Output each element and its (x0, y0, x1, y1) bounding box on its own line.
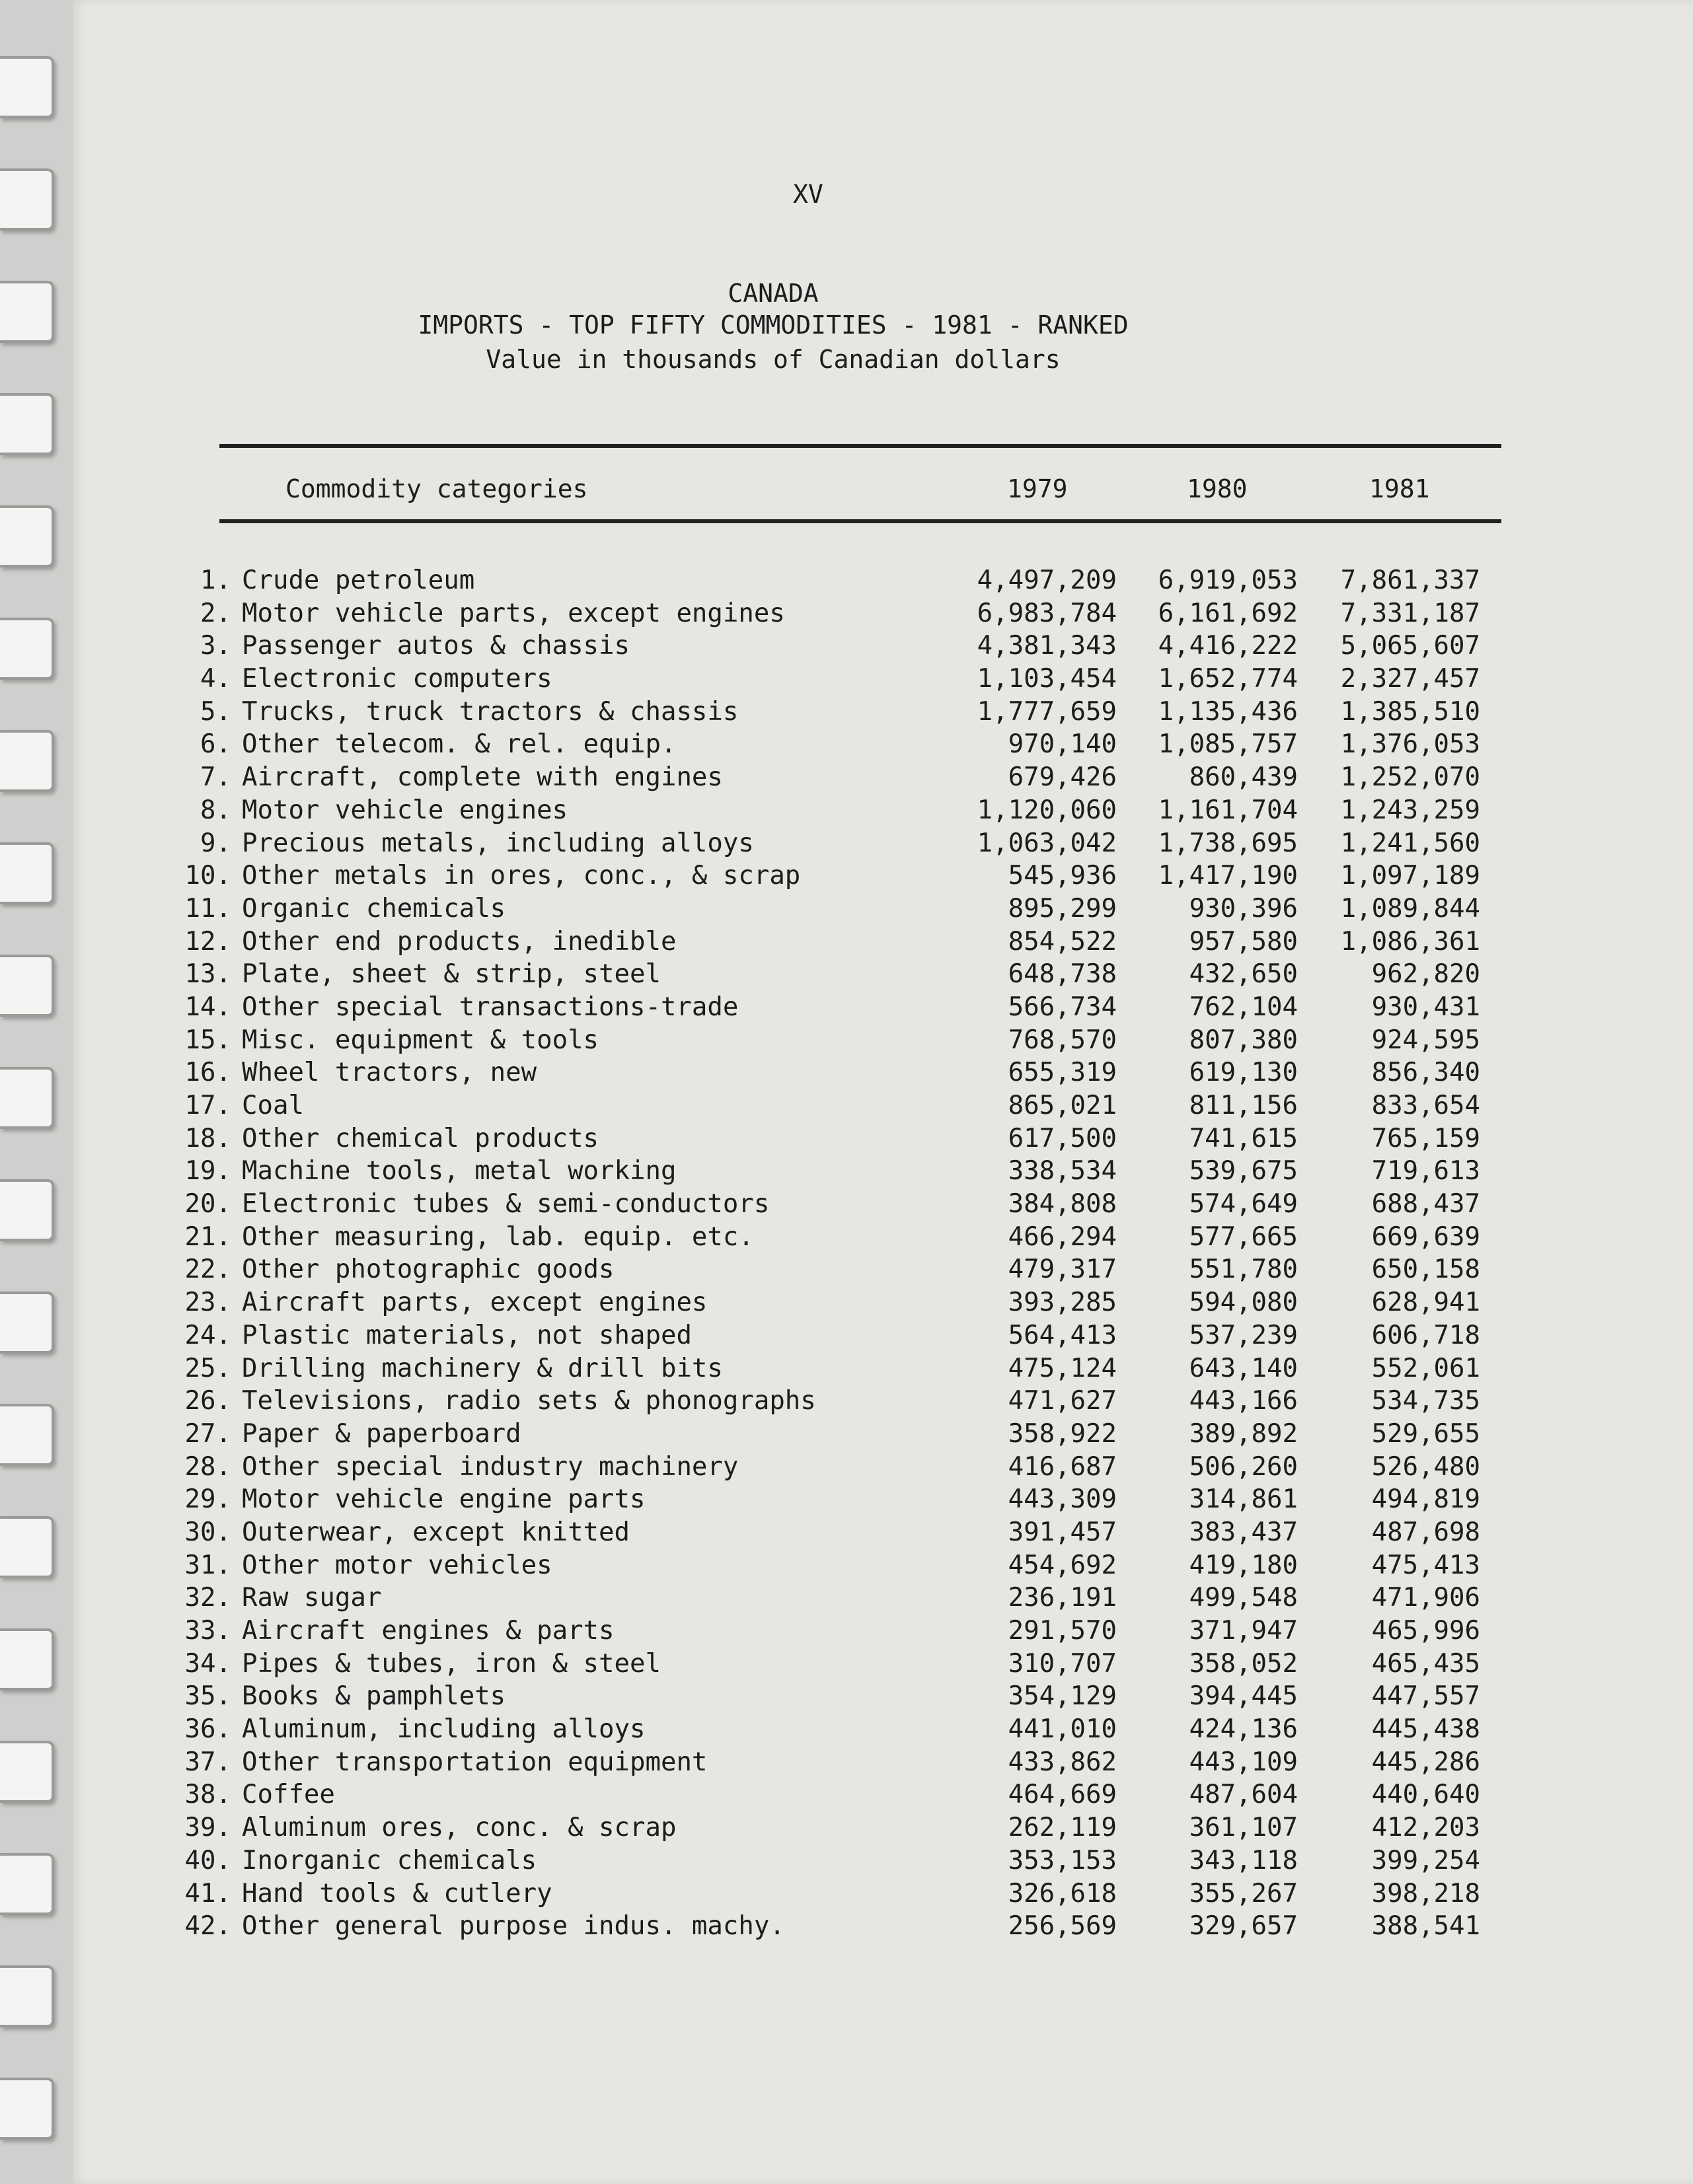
row-value-1979: 1,103,454 (977, 664, 1117, 694)
row-rank: 33. (184, 1616, 231, 1646)
row-value-1981: 529,655 (1371, 1418, 1480, 1449)
column-header-1980: 1980 (1187, 474, 1248, 503)
table-row (73, 795, 1693, 828)
row-value-1981: 856,340 (1371, 1058, 1480, 1088)
row-category: Other telecom. & rel. equip. (242, 729, 677, 760)
row-value-1980: 574,649 (1189, 1189, 1298, 1219)
row-rank: 5. (200, 696, 231, 727)
row-value-1981: 1,376,053 (1340, 729, 1480, 760)
row-value-1979: 655,319 (1008, 1058, 1117, 1088)
row-value-1980: 1,135,436 (1158, 696, 1298, 727)
table-row (73, 1550, 1693, 1583)
row-value-1980: 487,604 (1189, 1780, 1298, 1810)
table-row (73, 1747, 1693, 1780)
table-row (73, 1879, 1693, 1912)
row-value-1981: 445,438 (1371, 1714, 1480, 1745)
binding-ring (0, 168, 54, 231)
row-value-1980: 594,080 (1189, 1288, 1298, 1318)
binding-ring (0, 505, 54, 567)
row-value-1981: 7,331,187 (1340, 598, 1480, 628)
row-rank: 9. (200, 828, 231, 858)
row-rank: 41. (184, 1878, 231, 1909)
row-value-1981: 471,906 (1371, 1583, 1480, 1613)
table-row (73, 1354, 1693, 1387)
row-value-1979: 854,522 (1008, 926, 1117, 957)
row-value-1981: 465,435 (1371, 1648, 1480, 1679)
table-row (73, 1156, 1693, 1189)
row-value-1979: 1,120,060 (977, 795, 1117, 825)
row-rank: 14. (184, 992, 231, 1022)
row-rank: 10. (184, 861, 231, 891)
row-category: Other measuring, lab. equip. etc. (242, 1221, 754, 1252)
row-value-1980: 1,161,704 (1158, 795, 1298, 825)
table-rule-bottom (219, 519, 1501, 523)
binding-ring (0, 955, 54, 1017)
row-value-1981: 398,218 (1371, 1878, 1480, 1909)
table-row (73, 1288, 1693, 1321)
binding-ring (0, 1179, 54, 1241)
row-value-1980: 619,130 (1189, 1058, 1298, 1088)
binding-ring (0, 393, 54, 455)
row-value-1979: 6,983,784 (977, 598, 1117, 628)
table-row (73, 992, 1693, 1025)
row-rank: 17. (184, 1091, 231, 1120)
row-value-1980: 329,657 (1189, 1911, 1298, 1942)
row-value-1980: 1,652,774 (1158, 664, 1298, 694)
row-rank: 39. (184, 1813, 231, 1843)
row-rank: 11. (184, 893, 231, 924)
row-rank: 4. (200, 664, 231, 694)
row-rank: 29. (184, 1484, 231, 1515)
binding-ring (0, 1404, 54, 1466)
table-row (73, 697, 1693, 730)
row-rank: 37. (184, 1747, 231, 1777)
row-value-1980: 432,650 (1189, 959, 1298, 990)
row-value-1981: 1,243,259 (1340, 795, 1480, 825)
row-value-1980: 643,140 (1189, 1353, 1298, 1383)
binding-ring (0, 730, 54, 792)
row-value-1981: 388,541 (1371, 1911, 1480, 1942)
table-row (73, 565, 1693, 599)
table-row (73, 664, 1693, 697)
column-header-1981: 1981 (1369, 474, 1430, 503)
row-value-1981: 465,996 (1371, 1616, 1480, 1646)
row-category: Outerwear, except knitted (242, 1517, 630, 1547)
row-rank: 23. (184, 1288, 231, 1318)
row-value-1980: 358,052 (1189, 1648, 1298, 1679)
row-rank: 15. (184, 1025, 231, 1055)
row-category: Raw sugar (242, 1583, 382, 1613)
title-country: CANADA (728, 279, 819, 308)
table-row (73, 1583, 1693, 1616)
binding-ring (0, 2078, 54, 2140)
row-value-1981: 1,089,844 (1340, 893, 1480, 924)
row-value-1980: 539,675 (1189, 1156, 1298, 1186)
row-rank: 22. (184, 1255, 231, 1285)
binding-ring (0, 56, 54, 118)
row-category: Books & pamphlets (242, 1681, 506, 1712)
row-value-1981: 475,413 (1371, 1550, 1480, 1580)
row-value-1981: 650,158 (1371, 1255, 1480, 1285)
binding-ring (0, 1516, 54, 1578)
row-value-1980: 1,738,695 (1158, 828, 1298, 858)
row-rank: 35. (184, 1681, 231, 1712)
row-category: Other motor vehicles (242, 1550, 552, 1580)
row-value-1979: 479,317 (1008, 1255, 1117, 1285)
row-rank: 16. (184, 1058, 231, 1088)
table-row (73, 1484, 1693, 1517)
row-rank: 32. (184, 1583, 231, 1613)
table-row (73, 1255, 1693, 1288)
row-value-1981: 628,941 (1371, 1288, 1480, 1318)
row-value-1979: 291,570 (1008, 1616, 1117, 1646)
column-header-1979: 1979 (1007, 474, 1068, 503)
row-value-1980: 443,109 (1189, 1747, 1298, 1777)
row-value-1981: 494,819 (1371, 1484, 1480, 1515)
binding-ring (0, 618, 54, 680)
row-value-1981: 447,557 (1371, 1681, 1480, 1712)
row-rank: 30. (184, 1517, 231, 1547)
table-row (73, 828, 1693, 861)
row-value-1979: 895,299 (1008, 893, 1117, 924)
row-category: Other metals in ores, conc., & scrap (242, 861, 801, 891)
row-value-1981: 719,613 (1371, 1156, 1480, 1186)
row-rank: 3. (200, 631, 231, 661)
row-value-1979: 564,413 (1008, 1320, 1117, 1350)
table-row (73, 1419, 1693, 1452)
row-rank: 38. (184, 1780, 231, 1810)
row-category: Other special transactions-trade (242, 992, 739, 1022)
page-number: XV (793, 180, 823, 209)
table-row (73, 927, 1693, 960)
row-value-1979: 648,738 (1008, 959, 1117, 990)
table-row (73, 599, 1693, 632)
table-row (73, 1649, 1693, 1682)
row-category: Electronic tubes & semi-conductors (242, 1189, 770, 1219)
row-value-1980: 930,396 (1189, 893, 1298, 924)
row-value-1980: 577,665 (1189, 1221, 1298, 1252)
table-row (73, 1452, 1693, 1485)
row-value-1981: 924,595 (1371, 1025, 1480, 1055)
row-value-1979: 358,922 (1008, 1418, 1117, 1449)
row-value-1979: 464,669 (1008, 1780, 1117, 1810)
table-row (73, 1517, 1693, 1550)
table-row (73, 1681, 1693, 1714)
row-rank: 26. (184, 1386, 231, 1416)
row-value-1981: 669,639 (1371, 1221, 1480, 1252)
row-category: Other general purpose indus. machy. (242, 1911, 785, 1942)
row-category: Passenger autos & chassis (242, 631, 630, 661)
row-rank: 42. (184, 1911, 231, 1942)
table-row (73, 1780, 1693, 1813)
table-rule-top (219, 444, 1501, 448)
binding-ring (0, 842, 54, 904)
row-value-1981: 1,385,510 (1340, 696, 1480, 727)
row-category: Aluminum ores, conc. & scrap (242, 1813, 677, 1843)
row-category: Coal (242, 1091, 304, 1120)
row-value-1981: 2,327,457 (1340, 664, 1480, 694)
row-value-1980: 807,380 (1189, 1025, 1298, 1055)
column-header-category: Commodity categories (285, 474, 588, 503)
row-value-1980: 443,166 (1189, 1386, 1298, 1416)
row-value-1979: 1,063,042 (977, 828, 1117, 858)
row-value-1979: 384,808 (1008, 1189, 1117, 1219)
row-value-1980: 6,919,053 (1158, 565, 1298, 595)
row-value-1979: 393,285 (1008, 1288, 1117, 1318)
binding-ring (0, 1741, 54, 1803)
row-value-1979: 4,497,209 (977, 565, 1117, 595)
row-rank: 2. (200, 598, 231, 628)
row-value-1981: 534,735 (1371, 1386, 1480, 1416)
binding-ring (0, 281, 54, 343)
row-category: Aircraft engines & parts (242, 1616, 615, 1646)
row-value-1980: 762,104 (1189, 992, 1298, 1022)
row-value-1980: 314,861 (1189, 1484, 1298, 1515)
row-rank: 27. (184, 1418, 231, 1449)
row-rank: 12. (184, 926, 231, 957)
table-row (73, 861, 1693, 894)
row-rank: 20. (184, 1189, 231, 1219)
row-rank: 8. (200, 795, 231, 825)
row-value-1979: 566,734 (1008, 992, 1117, 1022)
row-value-1979: 391,457 (1008, 1517, 1117, 1547)
row-category: Motor vehicle engine parts (242, 1484, 646, 1515)
row-rank: 31. (184, 1550, 231, 1580)
row-value-1979: 338,534 (1008, 1156, 1117, 1186)
row-rank: 21. (184, 1221, 231, 1252)
row-value-1979: 262,119 (1008, 1813, 1117, 1843)
document-page (73, 0, 1693, 2184)
row-rank: 1. (200, 565, 231, 595)
table-row (73, 1813, 1693, 1846)
table-row (73, 959, 1693, 992)
row-rank: 34. (184, 1648, 231, 1679)
table-row (73, 1321, 1693, 1354)
row-value-1979: 970,140 (1008, 729, 1117, 760)
row-value-1979: 256,569 (1008, 1911, 1117, 1942)
row-value-1980: 394,445 (1189, 1681, 1298, 1712)
row-value-1981: 5,065,607 (1340, 631, 1480, 661)
row-category: Televisions, radio sets & phonographs (242, 1386, 816, 1416)
row-rank: 28. (184, 1451, 231, 1482)
row-category: Motor vehicle parts, except engines (242, 598, 785, 628)
row-value-1979: 433,862 (1008, 1747, 1117, 1777)
row-category: Drilling machinery & drill bits (242, 1353, 723, 1383)
table-row (73, 762, 1693, 795)
commodity-table (73, 565, 1693, 1944)
row-value-1981: 552,061 (1371, 1353, 1480, 1383)
table-row (73, 1386, 1693, 1419)
row-category: Precious metals, including alloys (242, 828, 754, 858)
row-value-1981: 1,097,189 (1340, 861, 1480, 891)
row-value-1980: 389,892 (1189, 1418, 1298, 1449)
row-value-1981: 1,086,361 (1340, 926, 1480, 957)
row-value-1980: 355,267 (1189, 1878, 1298, 1909)
table-row (73, 1616, 1693, 1649)
row-value-1981: 487,698 (1371, 1517, 1480, 1547)
table-row (73, 1091, 1693, 1124)
row-value-1981: 765,159 (1371, 1123, 1480, 1153)
table-row (73, 631, 1693, 664)
row-value-1980: 424,136 (1189, 1714, 1298, 1745)
row-value-1979: 475,124 (1008, 1353, 1117, 1383)
row-value-1981: 399,254 (1371, 1845, 1480, 1875)
row-value-1981: 1,241,560 (1340, 828, 1480, 858)
row-rank: 36. (184, 1714, 231, 1745)
row-value-1980: 1,417,190 (1158, 861, 1298, 891)
row-value-1979: 441,010 (1008, 1714, 1117, 1745)
row-value-1980: 6,161,692 (1158, 598, 1298, 628)
table-row (73, 729, 1693, 762)
row-category: Electronic computers (242, 664, 552, 694)
table-row (73, 1714, 1693, 1747)
row-category: Coffee (242, 1780, 335, 1810)
row-category: Other end products, inedible (242, 926, 677, 957)
title-main: IMPORTS - TOP FIFTY COMMODITIES - 1981 - RANKED (418, 310, 1129, 340)
row-category: Wheel tractors, new (242, 1058, 537, 1088)
row-value-1981: 412,203 (1371, 1813, 1480, 1843)
row-value-1981: 526,480 (1371, 1451, 1480, 1482)
table-row (73, 1911, 1693, 1944)
row-value-1980: 551,780 (1189, 1255, 1298, 1285)
row-category: Trucks, truck tractors & chassis (242, 696, 739, 727)
row-category: Crude petroleum (242, 565, 475, 595)
row-rank: 18. (184, 1123, 231, 1153)
binding-ring (0, 1628, 54, 1691)
title-units: Value in thousands of Canadian dollars (486, 345, 1061, 374)
row-category: Plastic materials, not shaped (242, 1320, 692, 1350)
row-value-1979: 1,777,659 (977, 696, 1117, 727)
table-row (73, 894, 1693, 927)
row-category: Motor vehicle engines (242, 795, 568, 825)
row-value-1980: 371,947 (1189, 1616, 1298, 1646)
row-value-1979: 326,618 (1008, 1878, 1117, 1909)
row-value-1980: 741,615 (1189, 1123, 1298, 1153)
row-value-1980: 383,437 (1189, 1517, 1298, 1547)
row-category: Organic chemicals (242, 893, 506, 924)
row-category: Plate, sheet & strip, steel (242, 959, 661, 990)
row-value-1979: 236,191 (1008, 1583, 1117, 1613)
row-category: Pipes & tubes, iron & steel (242, 1648, 661, 1679)
row-value-1979: 443,309 (1008, 1484, 1117, 1515)
binding-ring (0, 1292, 54, 1354)
row-category: Other transportation equipment (242, 1747, 708, 1777)
row-value-1980: 860,439 (1189, 762, 1298, 793)
row-value-1979: 310,707 (1008, 1648, 1117, 1679)
table-row (73, 1189, 1693, 1222)
row-value-1980: 343,118 (1189, 1845, 1298, 1875)
row-value-1980: 361,107 (1189, 1813, 1298, 1843)
table-row (73, 1058, 1693, 1091)
row-rank: 40. (184, 1845, 231, 1875)
row-value-1981: 1,252,070 (1340, 762, 1480, 793)
row-value-1980: 506,260 (1189, 1451, 1298, 1482)
row-value-1979: 353,153 (1008, 1845, 1117, 1875)
row-value-1981: 833,654 (1371, 1091, 1480, 1120)
row-category: Machine tools, metal working (242, 1156, 677, 1186)
row-category: Other photographic goods (242, 1255, 615, 1285)
row-value-1979: 4,381,343 (977, 631, 1117, 661)
row-value-1980: 957,580 (1189, 926, 1298, 957)
binding-ring (0, 1067, 54, 1129)
row-value-1980: 1,085,757 (1158, 729, 1298, 760)
row-category: Other chemical products (242, 1123, 599, 1153)
table-row (73, 1025, 1693, 1058)
table-row (73, 1222, 1693, 1255)
row-category: Hand tools & cutlery (242, 1878, 552, 1909)
row-value-1981: 440,640 (1371, 1780, 1480, 1810)
binding-ring (0, 1965, 54, 2027)
row-value-1981: 445,286 (1371, 1747, 1480, 1777)
row-value-1979: 679,426 (1008, 762, 1117, 793)
row-rank: 13. (184, 959, 231, 990)
row-value-1981: 962,820 (1371, 959, 1480, 990)
row-category: Aircraft, complete with engines (242, 762, 723, 793)
row-value-1979: 617,500 (1008, 1123, 1117, 1153)
binding-ring (0, 1853, 54, 1915)
table-row (73, 1846, 1693, 1879)
row-value-1981: 606,718 (1371, 1320, 1480, 1350)
row-value-1980: 419,180 (1189, 1550, 1298, 1580)
row-rank: 7. (200, 762, 231, 793)
row-value-1980: 4,416,222 (1158, 631, 1298, 661)
row-category: Misc. equipment & tools (242, 1025, 599, 1055)
row-value-1979: 416,687 (1008, 1451, 1117, 1482)
row-value-1979: 466,294 (1008, 1221, 1117, 1252)
row-value-1979: 768,570 (1008, 1025, 1117, 1055)
row-value-1979: 354,129 (1008, 1681, 1117, 1712)
row-category: Inorganic chemicals (242, 1845, 537, 1875)
row-value-1980: 811,156 (1189, 1091, 1298, 1120)
row-value-1980: 499,548 (1189, 1583, 1298, 1613)
row-value-1979: 545,936 (1008, 861, 1117, 891)
row-value-1979: 454,692 (1008, 1550, 1117, 1580)
table-row (73, 1124, 1693, 1157)
row-rank: 25. (184, 1353, 231, 1383)
row-category: Other special industry machinery (242, 1451, 739, 1482)
row-value-1979: 471,627 (1008, 1386, 1117, 1416)
row-category: Aluminum, including alloys (242, 1714, 646, 1745)
spiral-binding (0, 0, 73, 2184)
row-value-1981: 930,431 (1371, 992, 1480, 1022)
row-value-1981: 688,437 (1371, 1189, 1480, 1219)
row-value-1979: 865,021 (1008, 1091, 1117, 1120)
row-category: Aircraft parts, except engines (242, 1288, 708, 1318)
row-rank: 6. (200, 729, 231, 760)
row-value-1980: 537,239 (1189, 1320, 1298, 1350)
row-value-1981: 7,861,337 (1340, 565, 1480, 595)
row-rank: 19. (184, 1156, 231, 1186)
row-rank: 24. (184, 1320, 231, 1350)
row-category: Paper & paperboard (242, 1418, 521, 1449)
